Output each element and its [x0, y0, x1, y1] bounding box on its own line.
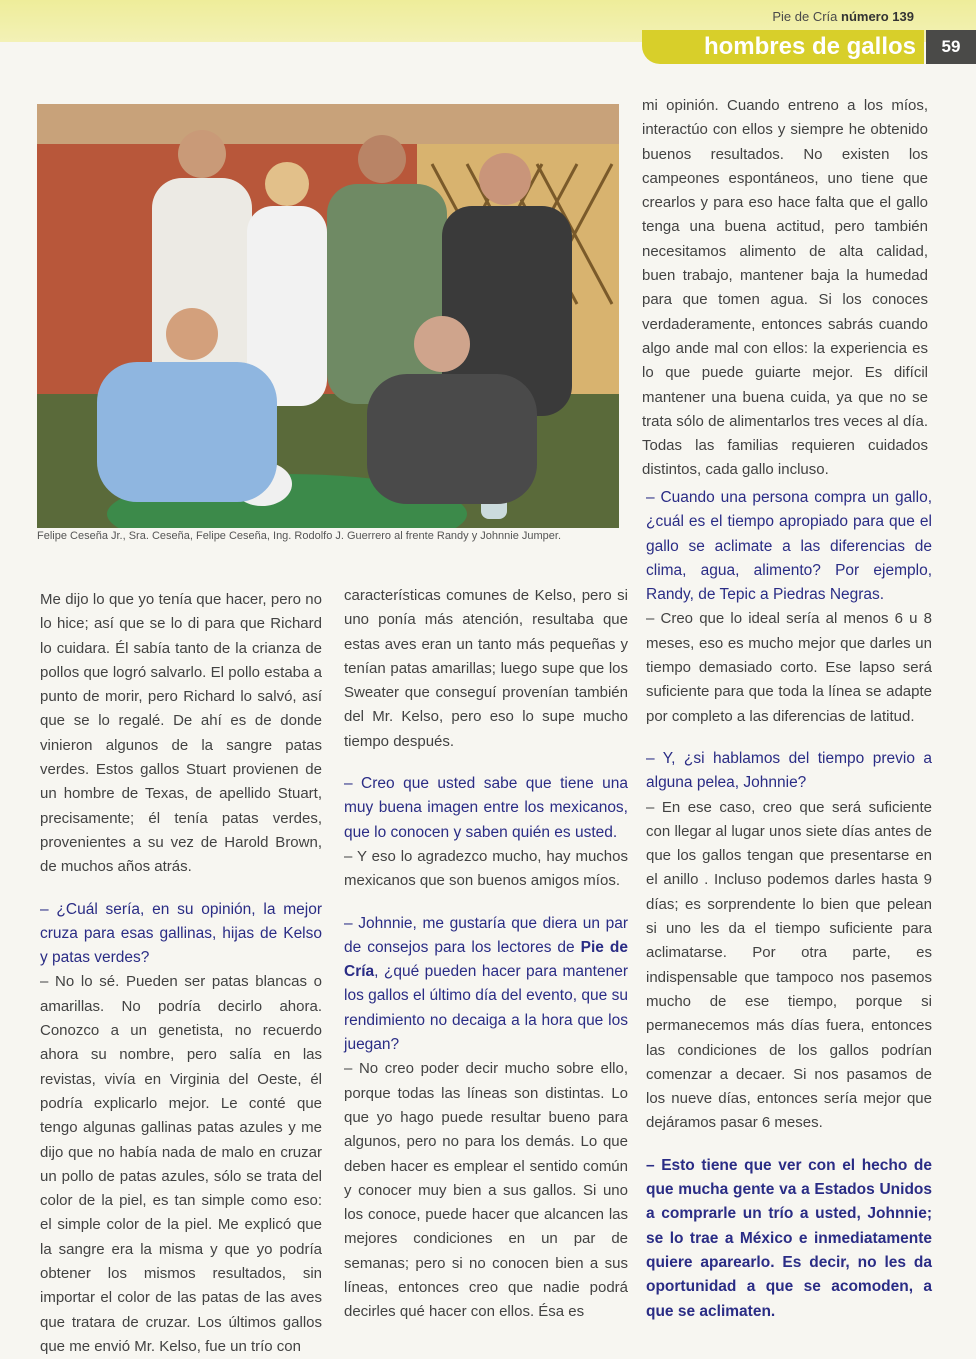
group-photo	[37, 104, 619, 528]
column-2	[344, 584, 628, 1325]
group-photo-image	[37, 104, 619, 528]
question: – Esto tiene que ver con el hecho de que mucha gente va a Estados Unidos a comprarle un trío a usted, Johnnie; se lo trae a México e inmediatamente quiere aparearlo. Es decir, no les da oportunidad a que se acomoden, a que se aclimaten.	[646, 1156, 932, 1320]
issue-number: número 139	[841, 9, 914, 24]
page-number: 59	[926, 30, 976, 64]
magazine-issue-line	[772, 9, 914, 24]
question: – ¿Cuál sería, en su opinión, la mejor cruza para esas gallinas, hijas de Kelso y patas verdes?	[40, 900, 322, 967]
paragraph: características comunes de Kelso, pero si uno ponía más atención, resultaba que estas aves eran un tanto más pequeñas y tenían patas amarillas; luego supe que los Sweater que conseguí provenían también del Mr. Kelso, pero eso lo supe mucho tiempo después.	[344, 587, 628, 750]
question	[344, 912, 628, 1058]
paragraph: – Creo que lo ideal sería al menos 6 u 8 meses, eso es mucho mejor que darles un tiempo demasiado corto. Ese lapso será suficiente para que toda la línea se adapte por completo a las diferencias de latitud.	[646, 610, 932, 725]
paragraph: Me dijo lo que yo tenía que hacer, pero no lo hice; así que se lo di para que Richard lo cuidara. Él sabía tanto de la crianza de pollos que logró salvarlo. El pollo estaba a punto de morir, pero Richard lo salvó, así que se lo regalé. De ahí es de donde vinieron algunos de la sangre patas verdes. Estos gallos Stuart provienen de un hombre de Texas, de apellido Stuart, precisamente; él tenía patas verdes, provenientes a su vez de Harold Brown, de muchos años atrás.	[40, 591, 322, 876]
paragraph: – Y eso lo agradezco mucho, hay muchos mexicanos que son buenos amigos míos.	[344, 847, 628, 890]
column-3-bottom	[646, 486, 932, 1324]
paragraph: – No lo sé. Pueden ser patas blancas o amarillas. No podría decirlo ahora. Conozco a un genetista, no recuerdo ahora su nombre, pero salía en las revistas, vivía en Virginia del Oeste, él podría explicarlo mejor. Le conté que tengo algunas gallinas patas azules y me dijo que no había nada de malo en cruzar un pollo de patas azules, sólo se trata del color de la piel, es tan simple como eso: el simple color de la piel. Me explicó que la sangre era la misma y que yo podría obtener los mismos resultados, sin importar el color de las patas de las aves que tratara de cruzar. Los últimos gallos que me envió Mr. Kelso, fue un trío con	[40, 973, 322, 1355]
question: – Creo que usted sabe que tiene una muy buena imagen entre los mexicanos, que lo conocen y saben quién es usted.	[344, 775, 628, 841]
section-tab	[642, 30, 924, 64]
question-text: , ¿qué pueden hacer para mantener los gallos el último día del evento, que su rendimiento no decaiga a la hora que los juegan?	[344, 963, 628, 1054]
paragraph: – No creo poder decir mucho sobre ello, porque todas las líneas son distintas. Lo que yo hago puede resultar bueno para algunos, pero no para los demás. Lo que deben hacer es emplear el sentido común y conocer muy bien a sus gallos. Si uno los conoce, puede hacer que alcancen las mejores condiciones en un par de semanas; pero si no conocen bien a sus líneas, entonces creo que nadie podrá decirles qué hacer con ellos. Ésa es	[344, 1060, 628, 1321]
column-1	[40, 588, 322, 1359]
column-3-top	[642, 94, 928, 483]
question: – Y, ¿si hablamos del tiempo previo a alguna pelea, Johnnie?	[646, 749, 932, 792]
magazine-name-bold: Pie de Cría	[344, 938, 628, 981]
question-text: – Johnnie, me gustaría que diera un par de consejos para los lectores de	[344, 914, 628, 956]
photo-caption: Felipe Ceseña Jr., Sra. Ceseña, Felipe Ceseña, Ing. Rodolfo J. Guerrero al frente Randy y Johnnie Jumper.	[37, 530, 561, 542]
paragraph: mi opinión. Cuando entreno a los míos, interactúo con ellos y siempre he obtenido buenos resultados. No existen los campeones espontáneos, uno tiene que crearlos y para eso hace falta que el gallo tenga una buena actitud, pero también necesitamos alimento de alta calidad, buen trabajo, mantener baja la humedad para que tomen agua. Si los conoces verdaderamente, entonces sabrás cuando algo ande mal con ellos: la experiencia es lo que puede guiarte mejor. Es difícil mantener una buena cuida, ya que no se trata sólo de alimentarlos tres veces al día. Todas las familias requieren cuidados distintos, cada gallo incluso.	[642, 97, 928, 479]
paragraph: – En ese caso, creo que será suficiente con llegar al lugar unos siete días antes de que los gallos tengan que presentarse en el anillo . Incluso podemos darles hasta 9 días; es sorprendente lo bien que pelean si uno les da el tiempo suficiente para aclimatarse. Por otra parte, es indispensable que tampoco nos pasemos mucho de ese tiempo, porque si permanecemos más días fuera, entonces las condiciones de los gallos podrían comenzar a decaer. Si nos pasamos de los nueve días, entonces sería mejor que dejáramos pasar 6 meses.	[646, 798, 932, 1132]
question: – Cuando una persona compra un gallo, ¿cuál es el tiempo apropiado para que el gallo se aclimate a las diferencias de clima, agua, alimento? Por ejemplo, Randy, de Tepic a Piedras Negras.	[646, 489, 932, 604]
magazine-name: Pie de Cría	[772, 9, 838, 24]
section-title: hombres de gallos	[703, 33, 916, 60]
